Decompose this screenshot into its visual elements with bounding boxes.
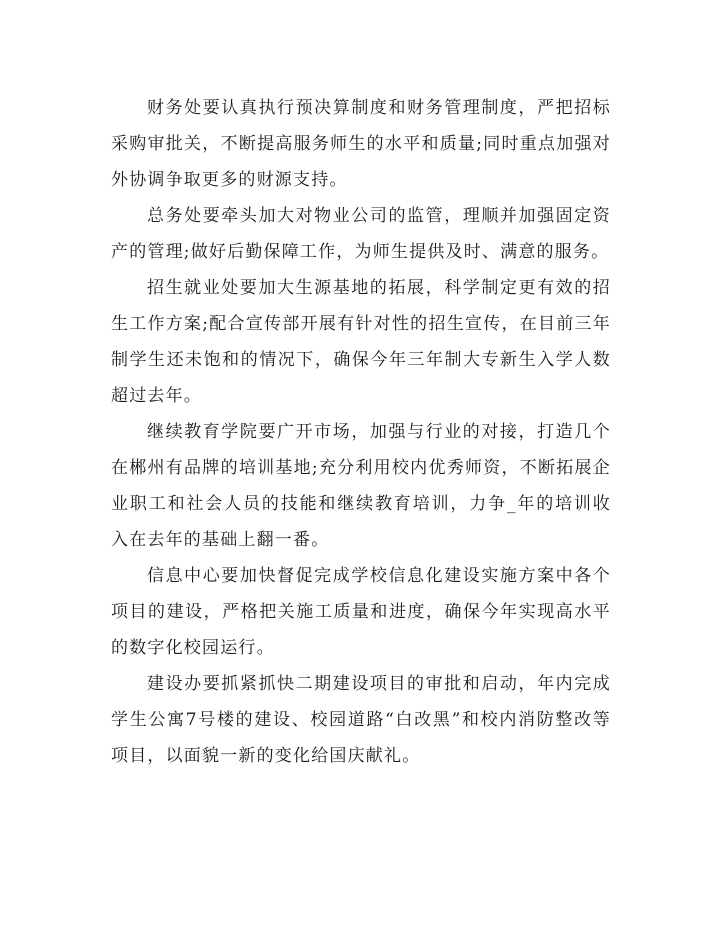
document-body (111, 90, 611, 774)
paragraph-continuing-education: 继续教育学院要广开市场，加强与行业的对接，打造几个在郴州有品牌的培训基地;充分利用校内优秀师资，不断拓展企业职工和社会人员的技能和继续教育培训，力争_年的培训收入在去年的基础上翻一番。 (111, 422, 611, 550)
paragraph-information-center: 信息中心要加快督促完成学校信息化建设实施方案中各个项目的建设，严格把关施工质量和进度，确保今年实现高水平的数字化校园运行。 (111, 566, 611, 658)
paragraph-finance: 财务处要认真执行预决算制度和财务管理制度，严把招标采购审批关，不断提高服务师生的水平和质量;同时重点加强对外协调争取更多的财源支持。 (111, 98, 611, 190)
paragraph-admissions: 招生就业处要加大生源基地的拓展，科学制定更有效的招生工作方案;配合宣传部开展有针对性的招生宣传，在目前三年制学生还未饱和的情况下，确保今年三年制大专新生入学人数超过去年。 (111, 278, 611, 406)
paragraph-construction-office: 建设办要抓紧抓快二期建设项目的审批和启动，年内完成学生公寓7号楼的建设、校园道路“白改黑”和校内消防整改等项目，以面貌一新的变化给国庆献礼。 (111, 674, 611, 766)
paragraph-general-affairs: 总务处要牵头加大对物业公司的监管，理顺并加强固定资产的管理;做好后勤保障工作，为师生提供及时、满意的服务。 (111, 206, 611, 262)
